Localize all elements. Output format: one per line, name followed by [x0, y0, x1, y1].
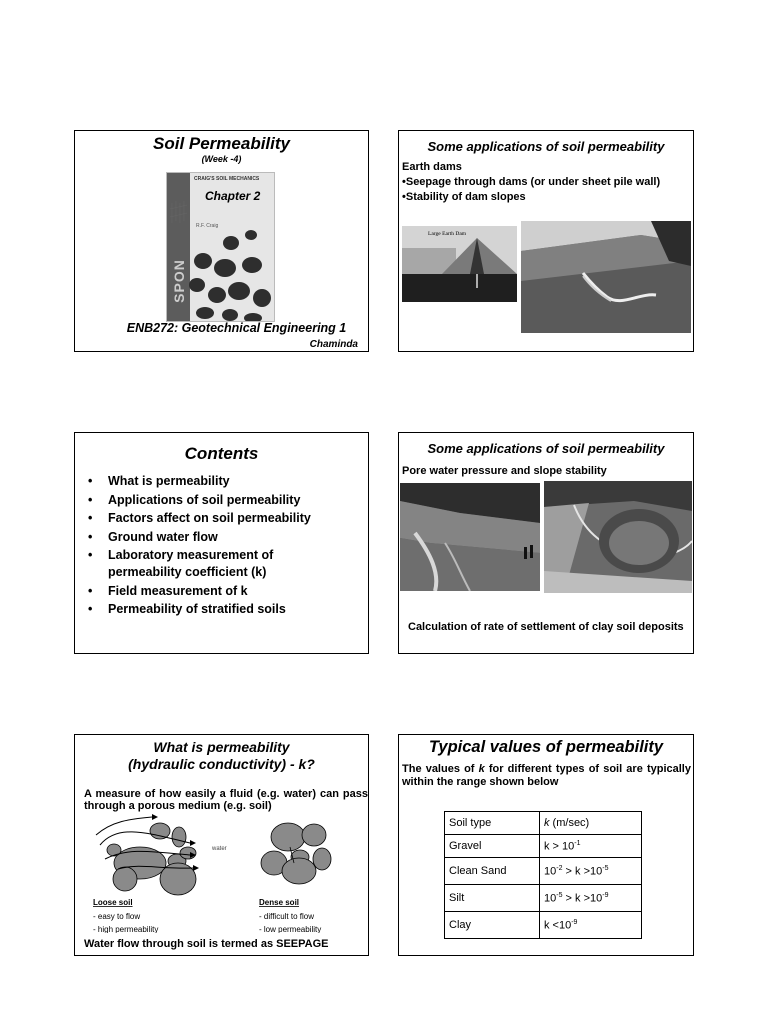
- slope-failure-photo-right: [544, 481, 692, 593]
- slide-5: [74, 734, 369, 956]
- slide-6: [398, 734, 694, 956]
- slide-5-title-line2: (hydraulic conductivity) - k?: [128, 756, 315, 772]
- seepage-footer: Water flow through soil is termed as SEEPAGE: [84, 938, 329, 950]
- contents-item: • Factors affect on soil permeability: [84, 510, 364, 527]
- slide-2-title: Some applications of soil permeability: [427, 139, 665, 154]
- settlement-footer: Calculation of rate of settlement of clay soil deposits: [408, 621, 684, 633]
- contents-item: • Permeability of stratified soils: [84, 601, 364, 618]
- slide-5-title-line1: What is permeability: [153, 739, 290, 755]
- book-author: R.F. Craig: [196, 223, 219, 229]
- dense-soil-line2: - low permeability: [259, 925, 322, 933]
- bullet-stability: •Stability of dam slopes: [402, 191, 526, 203]
- slide-1-title: Soil Permeability: [153, 134, 290, 153]
- contents-item: • Laboratory measurement of permeability coefficient (k): [84, 547, 328, 581]
- slide-1: [74, 130, 369, 352]
- table-row: Clay $k <10^{-9}$: [445, 912, 642, 939]
- dense-soil-title: Dense soil: [259, 898, 300, 907]
- header-k: k (m/sec): [540, 812, 642, 835]
- slide-1-subtitle: (Week -4): [201, 154, 242, 164]
- slide-2: [398, 130, 694, 352]
- slide-4: [398, 432, 694, 654]
- permeability-definition: A measure of how easily a fluid (e.g. water) can pass through a porous medium (e.g. soil): [84, 788, 368, 812]
- loose-soil-title: Loose soil: [93, 898, 133, 907]
- author-name: Chaminda: [309, 339, 358, 350]
- earth-dams-heading: Earth dams: [402, 161, 462, 173]
- book-chapter: Chapter 2: [205, 189, 261, 203]
- book-publisher: SPON: [171, 259, 187, 303]
- slide-4-title: Some applications of soil permeability: [427, 441, 665, 456]
- slide-3: [74, 432, 369, 654]
- earth-dam-diagram: [402, 226, 517, 302]
- dense-soil-line1: - difficult to flow: [259, 912, 314, 921]
- table-row: Silt $10^{-5} > k >10^{-9}$: [445, 885, 642, 912]
- course-title: ENB272: Geotechnical Engineering 1: [126, 321, 347, 335]
- loose-soil-line2: - high permeability: [93, 925, 159, 933]
- contents-item: • Applications of soil permeability: [84, 492, 364, 509]
- slide-6-title: Typical values of permeability: [428, 738, 664, 756]
- book-cover-art: [167, 173, 274, 321]
- contents-item: • What is permeability: [84, 473, 364, 490]
- soil-flow-diagram: [78, 813, 368, 933]
- water-label: water: [212, 846, 227, 852]
- bullet-seepage: •Seepage through dams (or under sheet pile wall): [402, 176, 661, 188]
- contents-list: [84, 473, 364, 620]
- pore-pressure-heading: Pore water pressure and slope stability: [402, 465, 607, 477]
- slope-failure-photo-left: [400, 483, 540, 591]
- loose-soil-line1: - easy to flow: [93, 912, 141, 921]
- header-soil-type: Soil type: [445, 812, 540, 835]
- slide-3-title: Contents: [184, 444, 259, 463]
- book-title: CRAIG'S SOIL MECHANICS: [194, 176, 260, 182]
- diagram-title: Large Earth Dam: [428, 231, 467, 237]
- table-header-row: [445, 812, 642, 835]
- dam-slope-photo: [521, 221, 691, 333]
- typical-values-intro: The values of k for different types of soil are typically within the range shown below: [402, 763, 691, 788]
- book-cover: [166, 172, 275, 322]
- contents-item: • Ground water flow: [84, 529, 364, 546]
- contents-item: • Field measurement of k: [84, 583, 364, 600]
- table-row: Gravel $k > 10^{-1}$: [445, 835, 642, 858]
- permeability-table: [444, 811, 642, 939]
- table-row: Clean Sand $10^{-2} > k >10^{-5}$: [445, 858, 642, 885]
